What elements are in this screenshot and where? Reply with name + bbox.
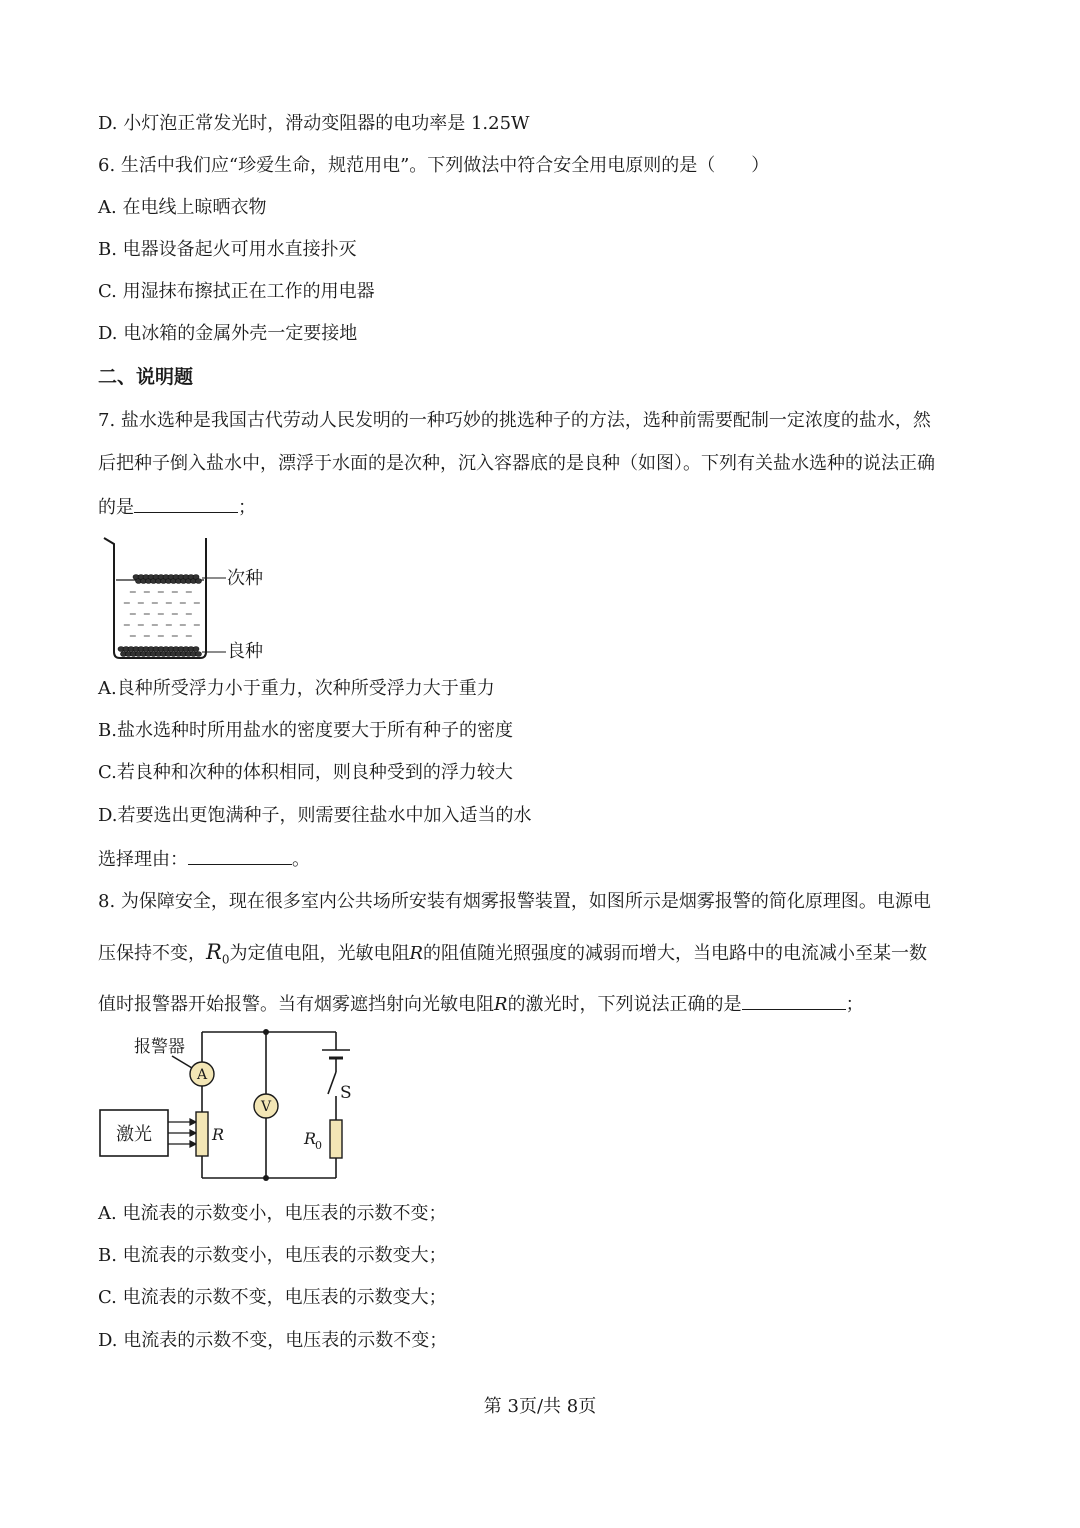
q7-reason-blank[interactable] [188,846,292,865]
q6-option-d: D. 电冰箱的金属外壳一定要接地 [98,323,358,344]
r0-subscript: 0 [221,952,230,967]
q7-reason [98,846,310,872]
good-seed-label: 良种 [227,641,263,662]
photoresistor [196,1112,208,1156]
r0-symbol: R [206,940,222,964]
r-symbol: R [494,994,508,1015]
q6-option-b: B. 电器设备起火可用水直接扑灭 [98,239,357,260]
page-footer: 第 3页/共 8页 [483,1396,597,1417]
q8-answer-blank[interactable] [742,991,846,1010]
fixed-resistor [330,1120,342,1158]
q6-option-a: A. 在电线上晾晒衣物 [98,197,267,218]
q7-option-a: A.良种所受浮力小于重力，次种所受浮力大于重力 [98,678,495,699]
q7-option-b: B.盐水选种时所用盐水的密度要大于所有种子的密度 [98,720,513,741]
q8-stem-text: 为定值电阻，光敏电阻 [229,943,410,964]
q6-option-c: C. 用湿抹布擦拭正在工作的用电器 [98,281,375,302]
q8-stem-text: 值时报警器开始报警。当有烟雾遮挡射向光敏电阻 [98,994,494,1015]
q8-option-c: C. 电流表的示数不变，电压表的示数变大； [98,1287,447,1308]
beaker-figure [96,530,286,666]
q7-stem-line2: 后把种子倒入盐水中，漂浮于水面的是次种，沉入容器底的是良种（如图）。下列有关盐水选种的说法正确 [98,453,935,474]
laser-label: 激光 [116,1124,152,1145]
q8-stem-text: 的阻值随光照强度的减弱而增大，当电路中的电流减小至某一数 [423,943,928,964]
q8-option-b: B. 电流表的示数变小，电压表的示数变大； [98,1245,447,1266]
q5-option-d: D. 小灯泡正常发光时，滑动变阻器的电功率是 1.25W [98,113,530,134]
q7-stem-line1: 7. 盐水选种是我国古代劳动人民发明的一种巧妙的挑选种子的方法，选种前需要配制一定浓度的盐水，然 [98,410,931,431]
sunken-seed [193,647,199,652]
q8-stem-line2 [98,940,927,972]
sunken-seed [196,652,202,657]
section-title: 二、说明题 [98,366,194,388]
inferior-seed-label: 次种 [227,568,263,589]
q7-stem-line3 [98,494,256,520]
r0-label: R [304,1129,317,1148]
q8-stem-text: 的激光时，下列说法正确的是 [507,994,742,1015]
q8-option-a: A. 电流表的示数变小，电压表的示数不变； [98,1203,447,1224]
q7-reason-suffix: 。 [292,849,310,870]
circuit-diagram [96,1028,376,1184]
q8-stem-suffix: ； [845,994,864,1015]
q6-stem: 6. 生活中我们应“珍爱生命，规范用电”。下列做法中符合安全用电原则的是（ ） [98,155,770,176]
q8-option-d: D. 电流表的示数不变，电压表的示数不变； [98,1330,448,1351]
q7-option-d: D.若要选出更饱满种子，则需要往盐水中加入适当的水 [98,805,532,826]
q7-stem-prefix: 的是 [98,497,134,518]
q7-reason-prefix: 选择理由： [98,849,188,870]
r-label: R [212,1125,225,1144]
q8-stem-line3 [98,991,864,1017]
r-symbol: R [409,943,424,964]
q7-stem-suffix: ； [238,497,256,518]
alarm-label: 报警器 [134,1037,185,1057]
voltmeter-label: V [260,1099,272,1115]
floating-seed [196,579,202,584]
switch-label: S [340,1083,352,1103]
q8-stem-text: 压保持不变， [98,943,206,964]
r0-subscript: 0 [315,1139,322,1152]
q8-stem-line1: 8. 为保障安全，现在很多室内公共场所安装有烟雾报警装置，如图所示是烟雾报警的简化原理图。电源电 [98,891,931,912]
q7-answer-blank[interactable] [134,494,238,513]
q7-option-c: C.若良种和次种的体积相同，则良种受到的浮力较大 [98,762,513,783]
ammeter-label: A [196,1067,208,1083]
